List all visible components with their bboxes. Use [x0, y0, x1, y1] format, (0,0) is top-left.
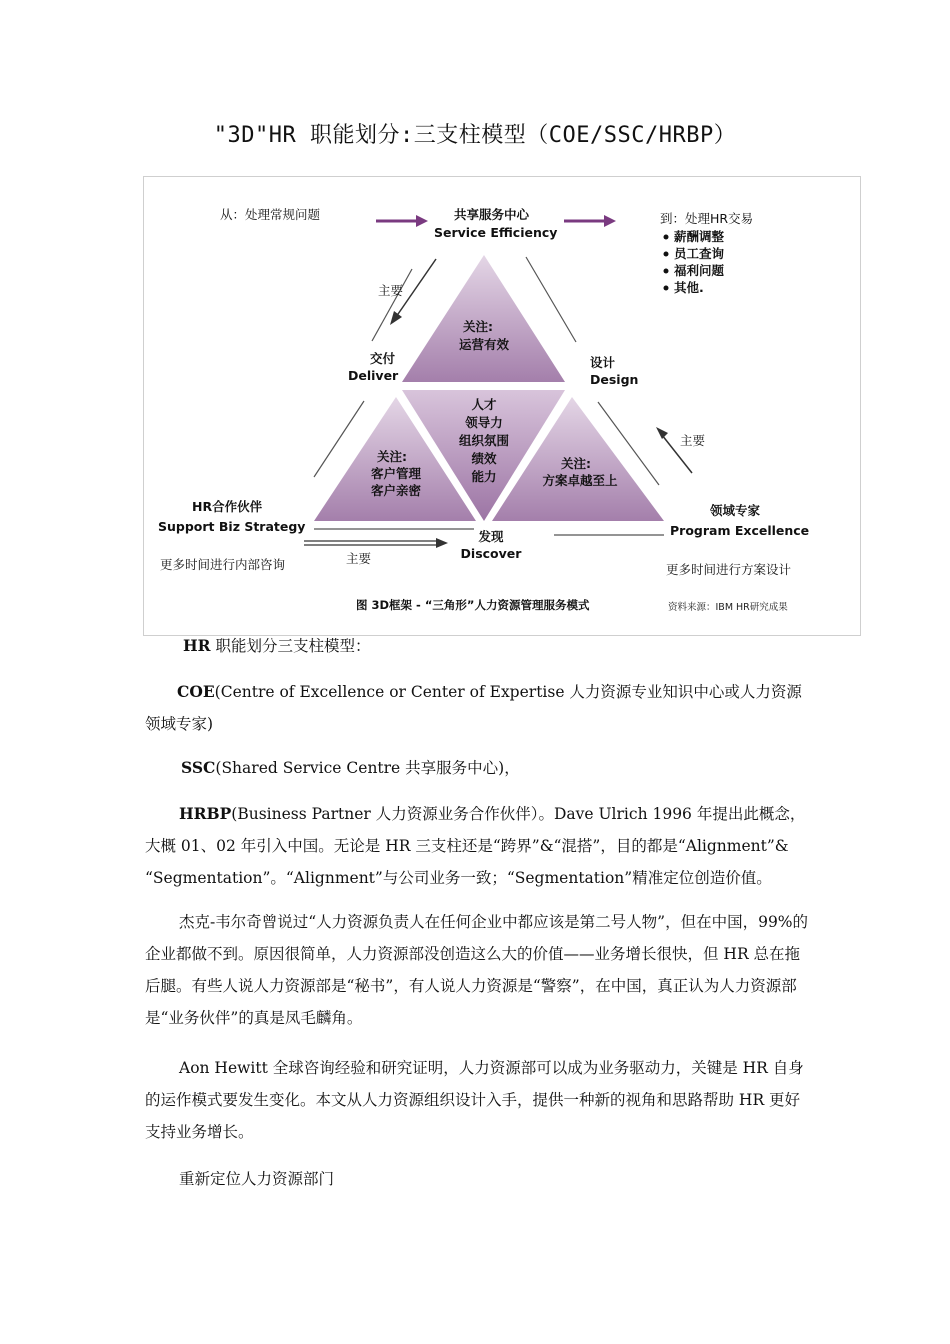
coe-en: Program Excellence [670, 523, 810, 538]
paragraph: 杰克-韦尔奇曾说过“人力资源负责人在任何企业中都应该是第二号人物”，但在中国，99%的企业都做不到。原因很简单，人力资源部没创造这么大的价值——业务增长很快，但 HR 总在拖后腿。有些人说人力资源部是“秘书”，有人说人力资源是“警察”，在中国，真正认为人力资源部是“业务伙伴”的真是凤毛麟角。 [145, 913, 809, 1027]
paragraph: Aon Hewitt 全球咨询经验和研究证明，人力资源部可以成为业务驱动力，关键是 HR 自身的运作模式要发生变化。本文从人力资源组织设计入手，提供一种新的视角和思路帮助 HR 更好支持业务增长。 [145, 1059, 804, 1141]
hrbp-cn: HR合作伙伴 [192, 499, 263, 514]
figure-caption: 图 3D框架 - “三角形”人力资源管理服务模式 [356, 598, 590, 612]
deliver-cn: 交付 [370, 351, 396, 366]
guide-line [526, 257, 576, 342]
to-item: 福利问题 [674, 263, 725, 278]
paragraph [145, 798, 810, 894]
discover-en: Discover [460, 546, 522, 561]
from-label: 从：处理常规问题 [220, 207, 321, 222]
bold-term: SSC [181, 758, 216, 777]
left-focus: 客户亲密 [370, 483, 422, 498]
to-item: 薪酬调整 [674, 229, 725, 244]
bold-term: HR [183, 636, 211, 655]
right-bottom-note: 更多时间进行方案设计 [666, 562, 792, 577]
section-heading: 重新定位人力资源部门 [179, 1170, 335, 1188]
arrow-right-icon [376, 215, 428, 227]
bullet-icon [664, 235, 669, 240]
center-line: 绩效 [471, 451, 497, 466]
to-item: 其他. [674, 280, 704, 295]
paragraph [145, 752, 810, 784]
center-line: 人才 [471, 397, 497, 412]
ssc-cn: 共享服务中心 [454, 207, 530, 222]
bullet-icon [664, 252, 669, 257]
left-bottom-note: 更多时间进行内部咨询 [160, 557, 286, 572]
arrow-right-icon [304, 538, 448, 548]
bullet-icon [664, 269, 669, 274]
page-title: "3D"HR 职能划分:三支柱模型（COE/SSC/HRBP） [213, 123, 737, 148]
center-line: 领导力 [465, 415, 503, 430]
design-en: Design [590, 372, 639, 387]
main-label: 主要 [378, 283, 404, 298]
paragraph-text: (Shared Service Centre 共享服务中心)， [215, 759, 520, 777]
left-focus: 客户管理 [370, 466, 422, 481]
bullet-icon [664, 286, 669, 291]
right-focus: 关注: [561, 456, 591, 471]
main-label: 主要 [680, 433, 706, 448]
ssc-en: Service Efficiency [434, 225, 558, 240]
hrbp-en: Support Biz Strategy [158, 519, 306, 534]
bold-term: COE [177, 682, 215, 701]
three-pillar-diagram [143, 176, 861, 636]
top-focus: 运营有效 [458, 337, 510, 352]
bold-term: HRBP [179, 804, 232, 823]
paragraph [145, 630, 810, 662]
design-cn: 设计 [590, 355, 616, 370]
paragraph-text: (Business Partner 人力资源业务合作伙伴）。Dave Ulrich 1996 年提出此概念，大概 01、02 年引入中国。无论是 HR 三支柱还是“跨界”&“混搭”，目的都是“Alignment”& “Segmentation”。“Alignment”与公司业务一致；“Segmentation”精准定位创造价值。 [145, 805, 806, 887]
paragraph [145, 676, 810, 740]
arrow-right-icon [564, 215, 616, 227]
deliver-en: Deliver [348, 368, 399, 383]
to-label: 到：处理HR交易 [660, 211, 754, 226]
top-focus: 关注: [463, 319, 493, 334]
main-label: 主要 [346, 551, 372, 566]
discover-cn: 发现 [478, 529, 504, 544]
paragraph-text: (Centre of Excellence or Center of Expertise 人力资源专业知识中心或人力资源领域专家) [145, 683, 802, 733]
figure-source: 资料来源：IBM HR研究成果 [668, 602, 788, 613]
center-line: 能力 [471, 469, 497, 484]
to-item: 员工查询 [674, 246, 725, 261]
paragraph-text: 职能划分三支柱模型： [210, 637, 371, 655]
right-focus: 方案卓越至上 [542, 473, 618, 488]
guide-line [372, 269, 412, 341]
center-line: 组织氛围 [458, 433, 510, 448]
coe-cn: 领域专家 [710, 503, 761, 518]
left-focus: 关注: [377, 449, 407, 464]
